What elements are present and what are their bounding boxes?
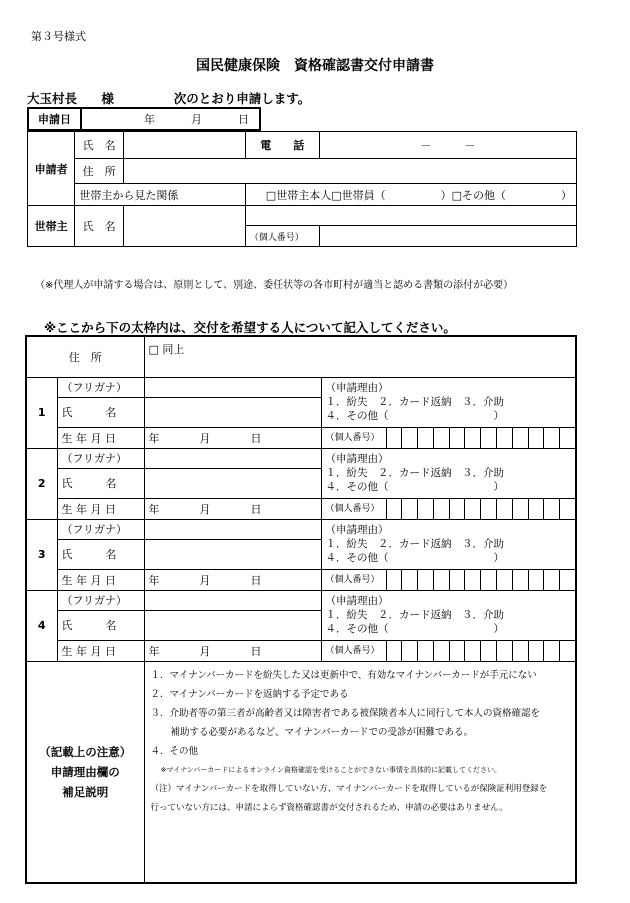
birth-label: 生 年 月 日 bbox=[57, 569, 144, 590]
person-number: 3 bbox=[26, 519, 57, 590]
reason-cell[interactable]: （申請理由） １．紛失 ２．カード返納 ３．介助 ４．その他（ ） bbox=[321, 519, 576, 569]
address-label: 住 所 bbox=[26, 336, 144, 377]
addressee-sama: 様 bbox=[101, 91, 114, 106]
person-number: 4 bbox=[26, 590, 57, 661]
name-field[interactable] bbox=[144, 468, 321, 498]
date-label: 申請日 bbox=[28, 108, 81, 130]
explanation-body bbox=[144, 661, 576, 883]
applicant-label: 申請者 bbox=[28, 132, 75, 206]
furigana-label: （フリガナ） bbox=[57, 448, 144, 468]
furigana-label: （フリガナ） bbox=[57, 519, 144, 539]
householder-name-label: 氏 名 bbox=[75, 206, 123, 247]
householder-label: 世帯主 bbox=[28, 206, 75, 247]
person-number: 2 bbox=[26, 448, 57, 519]
explanation-side-label: （記載上の注意） 申請理由欄の 補足説明 bbox=[26, 661, 144, 883]
page-title: 国民健康保険 資格確認書交付申請書 bbox=[196, 58, 434, 74]
phone-label: 電 話 bbox=[245, 132, 319, 159]
explanation-item-4-note: ※マイナンバーカードによるオンライン資格確認を受けることができない事情を具体的に記載してください。 bbox=[160, 765, 502, 774]
name-field[interactable] bbox=[144, 610, 321, 640]
explanation-item-2: ２．マイナンバーカードを返納する予定である bbox=[150, 688, 349, 700]
householder-personal-no-label: （個人番号） bbox=[245, 226, 319, 247]
person-number: 1 bbox=[26, 377, 57, 448]
name-label: 氏 名 bbox=[57, 539, 144, 569]
recipient-table bbox=[25, 335, 577, 884]
personal-no-cell[interactable]: （個人番号） bbox=[321, 498, 576, 519]
birth-label: 生 年 月 日 bbox=[57, 640, 144, 661]
name-field[interactable] bbox=[144, 539, 321, 569]
furigana-label: （フリガナ） bbox=[57, 377, 144, 397]
furigana-field[interactable] bbox=[144, 448, 321, 468]
same-as-above-checkbox[interactable]: □ 同上 bbox=[148, 343, 185, 356]
addressee-line bbox=[27, 89, 310, 107]
instruction-note: ※ここから下の太枠内は、交付を希望する人について記入してください。 bbox=[44, 320, 456, 335]
name-label: 氏 名 bbox=[57, 468, 144, 498]
relation-label: 世帯主から見た関係 bbox=[75, 184, 245, 206]
reason-cell[interactable]: （申請理由） １．紛失 ２．カード返納 ３．介助 ４．その他（ ） bbox=[321, 377, 576, 427]
addressee-text: 次のとおり申請します。 bbox=[173, 91, 311, 106]
name-label: 氏 名 bbox=[57, 610, 144, 640]
personal-no-cell[interactable]: （個人番号） bbox=[321, 427, 576, 448]
applicant-address-label: 住 所 bbox=[75, 159, 123, 184]
personal-no-cell[interactable]: （個人番号） bbox=[321, 640, 576, 661]
householder-name-field[interactable] bbox=[123, 206, 245, 247]
birth-field[interactable]: 年 月 日 bbox=[144, 498, 321, 519]
furigana-field[interactable] bbox=[144, 519, 321, 539]
name-label: 氏 名 bbox=[57, 397, 144, 427]
householder-personal-no-field[interactable] bbox=[319, 226, 576, 247]
form-number: 第３号様式 bbox=[31, 30, 86, 43]
birth-label: 生 年 月 日 bbox=[57, 498, 144, 519]
explanation-item-3b: 補助する必要があるなど、マイナンバーカードでの受診が困難である。 bbox=[170, 726, 473, 738]
birth-label: 生 年 月 日 bbox=[57, 427, 144, 448]
applicant-name-field[interactable] bbox=[123, 132, 245, 159]
date-field[interactable]: 年 月 日 bbox=[81, 108, 260, 130]
reason-cell[interactable]: （申請理由） １．紛失 ２．カード返納 ３．介助 ４．その他（ ） bbox=[321, 448, 576, 498]
reason-cell[interactable]: （申請理由） １．紛失 ２．カード返納 ３．介助 ４．その他（ ） bbox=[321, 590, 576, 640]
furigana-label: （フリガナ） bbox=[57, 590, 144, 610]
name-field[interactable] bbox=[144, 397, 321, 427]
birth-field[interactable]: 年 月 日 bbox=[144, 569, 321, 590]
furigana-field[interactable] bbox=[144, 377, 321, 397]
explanation-item-3a: ３．介助者等の第三者が高齢者又は障害者である被保険者本人に同行して本人の資格確認を bbox=[150, 707, 541, 719]
date-table bbox=[27, 107, 261, 131]
applicant-name-label: 氏 名 bbox=[75, 132, 123, 159]
birth-field[interactable]: 年 月 日 bbox=[144, 640, 321, 661]
address-field[interactable] bbox=[144, 336, 576, 377]
explanation-item-4: ４．その他 bbox=[150, 745, 199, 757]
explanation-note-a: （注）マイナンバーカードを取得していない方、マイナンバーカードを取得しているが保険証利用登録を bbox=[150, 783, 548, 794]
personal-no-cell[interactable]: （個人番号） bbox=[321, 569, 576, 590]
phone-field[interactable]: － － bbox=[319, 132, 576, 159]
householder-blank bbox=[245, 206, 576, 226]
explanation-item-1: １．マイナンバーカードを紛失した又は更新中で、有効なマイナンバーカードが手元にない bbox=[150, 669, 537, 681]
birth-field[interactable]: 年 月 日 bbox=[144, 427, 321, 448]
applicant-address-field[interactable] bbox=[123, 159, 576, 184]
applicant-table bbox=[27, 131, 577, 247]
proxy-note: （※代理人が申請する場合は、原則として、別途、委任状等の各市町村が適当と認める書類の添付が必要） bbox=[35, 280, 514, 291]
furigana-field[interactable] bbox=[144, 590, 321, 610]
relation-options[interactable]: □世帯主本人□世帯員（ ）□その他（ ） bbox=[245, 184, 576, 206]
addressee-village: 大玉村長 bbox=[27, 91, 78, 106]
explanation-note-b: 行っていない方には、申請によらず資格確認書が交付されるため、申請の必要はありません。 bbox=[150, 802, 508, 813]
